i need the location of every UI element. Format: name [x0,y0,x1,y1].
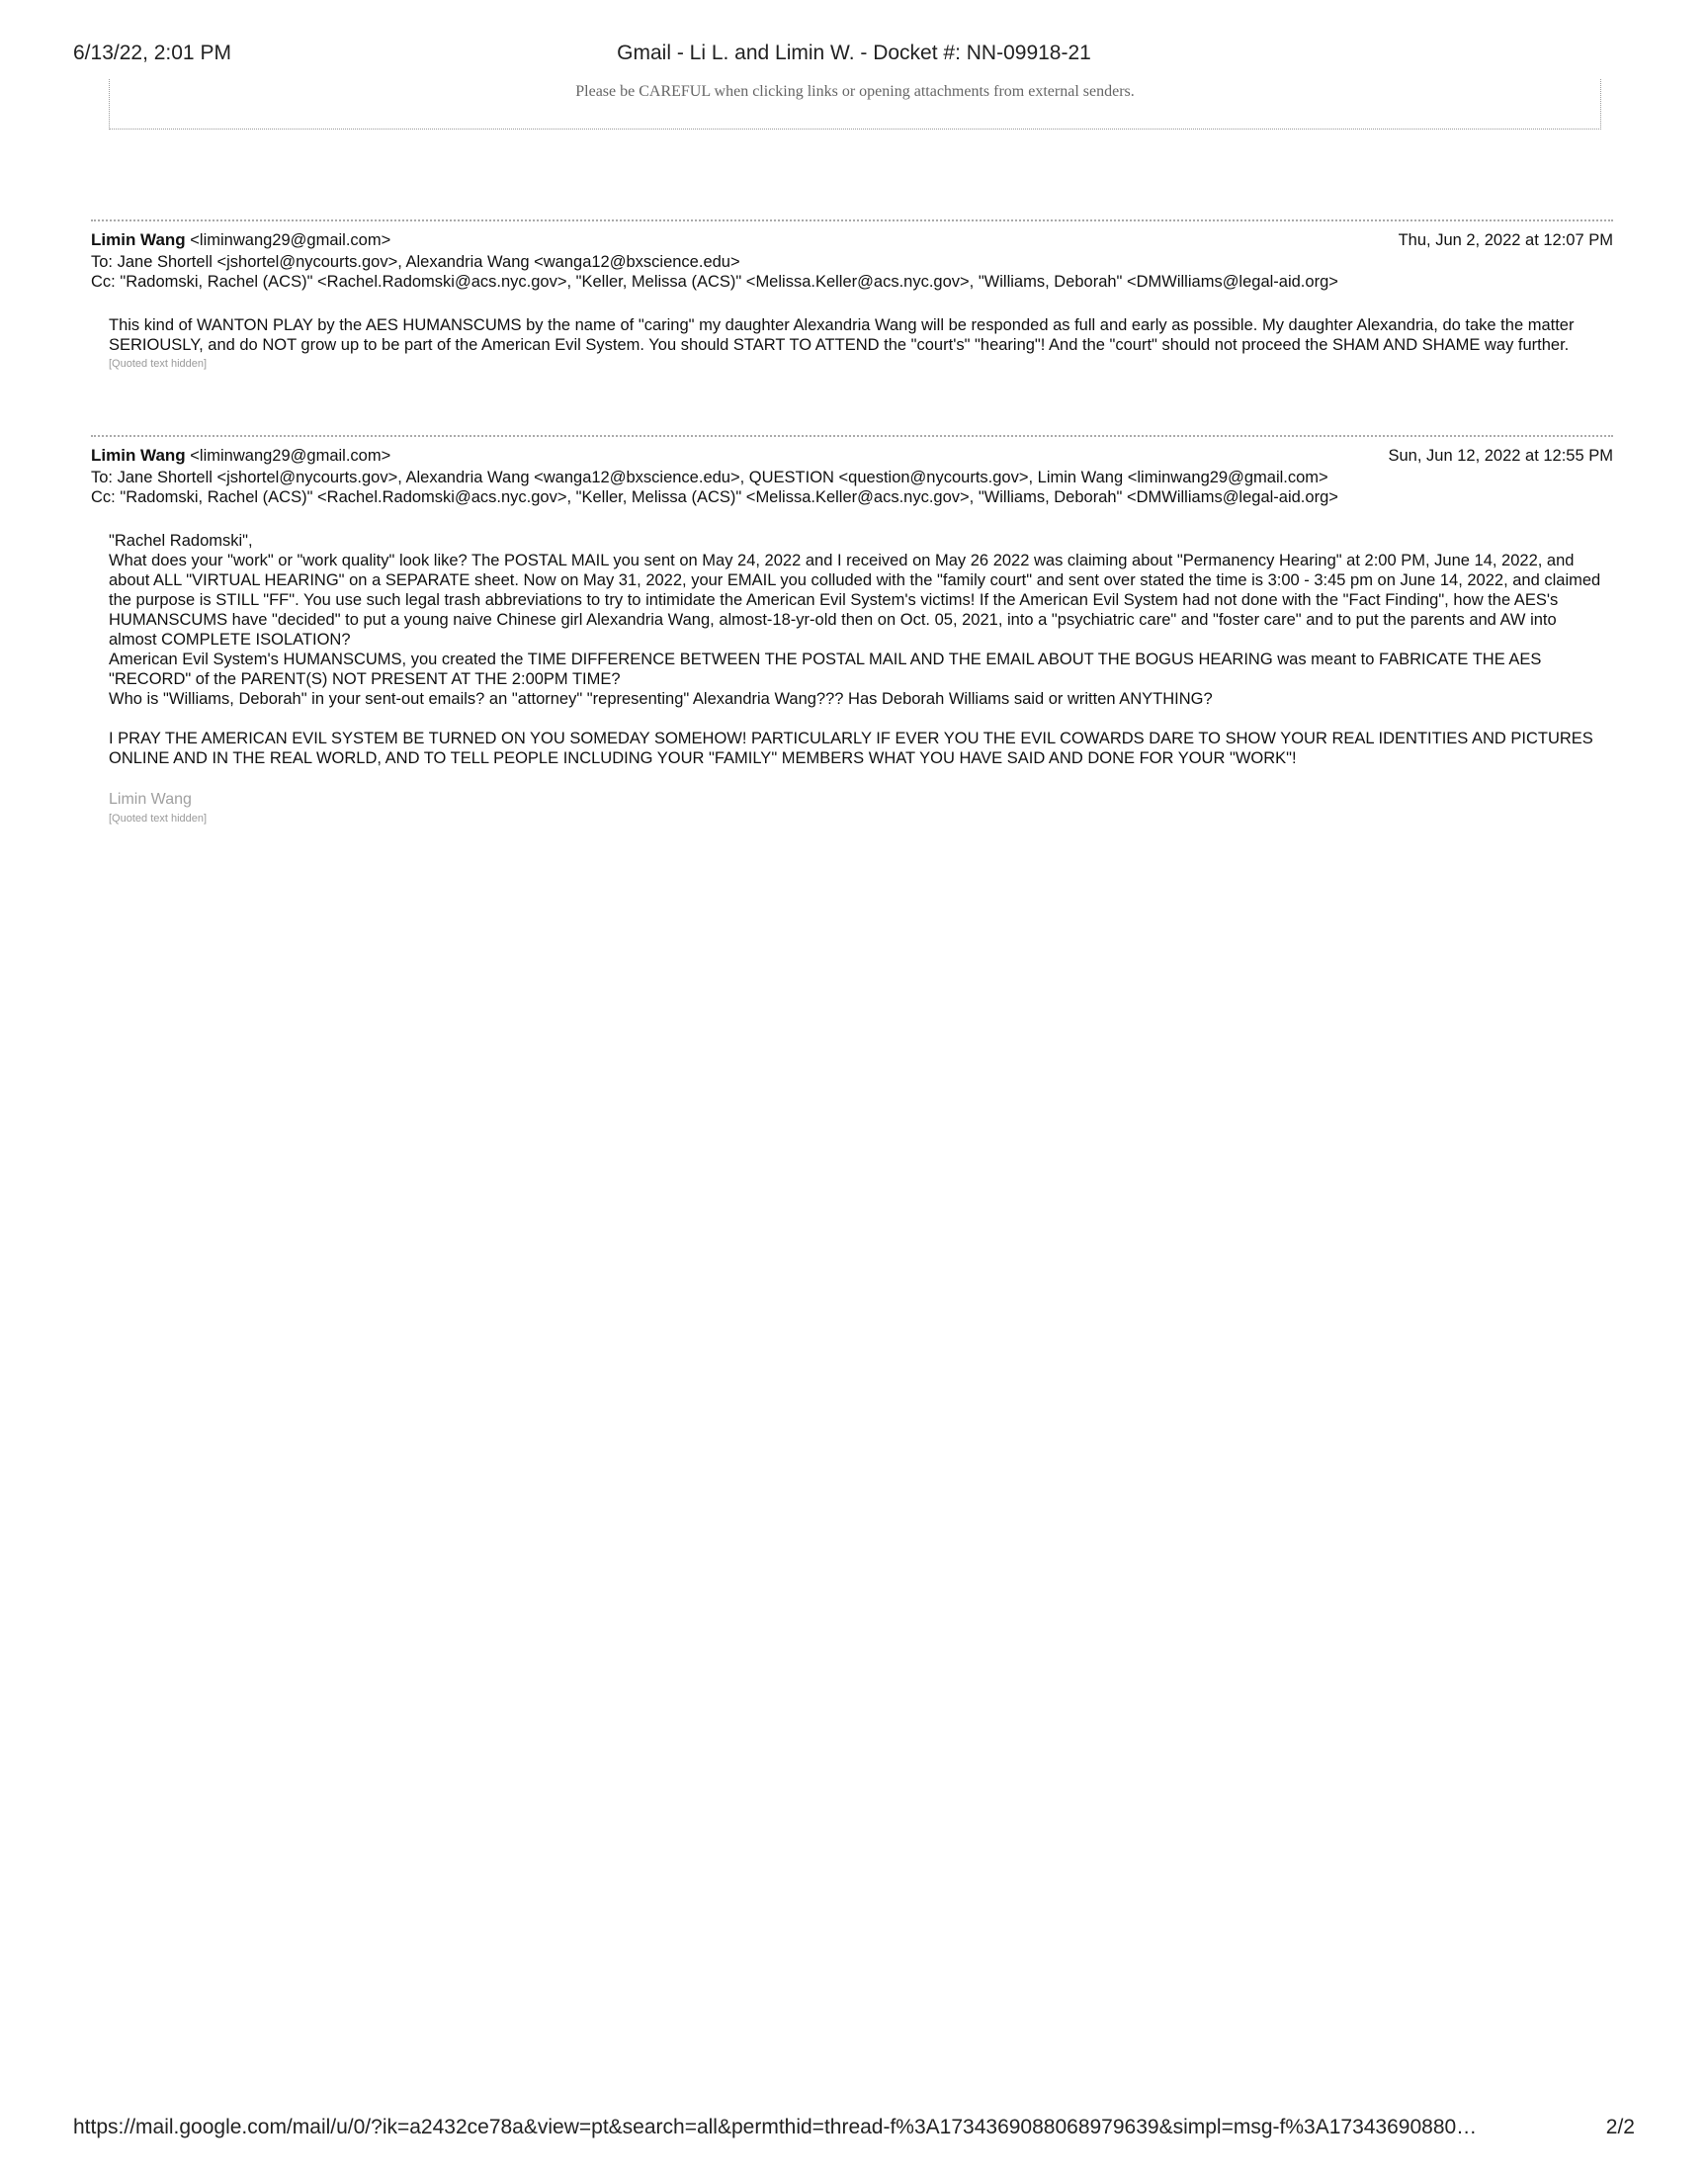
body-paragraph: Who is "Williams, Deborah" in your sent-out emails? an "attorney" "representing" Alexandria Wang??? Has Deborah Williams said or written ANYTHING? [109,690,1213,708]
recipients-cc: Cc: "Radomski, Rachel (ACS)" <Rachel.Radomski@acs.nyc.gov>, "Keller, Melissa (ACS)" <Melissa.Keller@acs.nyc.gov>, "Williams, Deborah" <DMWilliams@legal-aid.org> [91,488,1338,506]
message-separator [91,219,1613,221]
body-paragraph: This kind of WANTON PLAY by the AES HUMANSCUMS by the name of "caring" my daughter Alexandria Wang will be responded as full and early as possible. My daughter Alexandria, do take the matter SERIOUSLY, and do NOT grow up to be part of the American Evil System. You should START TO ATTEND the "court's" "hearing"! And the "court" should not proceed the SHAM AND SHAME way further. [109,316,1575,354]
print-title: Gmail - Li L. and Limin W. - Docket #: NN-09918-21 [617,42,1091,64]
quoted-text-toggle[interactable]: [Quoted text hidden] [109,813,208,825]
message-date: Sun, Jun 12, 2022 at 12:55 PM [1388,447,1613,465]
message-header [91,446,1613,468]
message-date: Thu, Jun 2, 2022 at 12:07 PM [1398,231,1613,249]
body-paragraph: I PRAY THE AMERICAN EVIL SYSTEM BE TURNED ON YOU SOMEDAY SOMEHOW! PARTICULARLY IF EVER YOU THE EVIL COWARDS DARE TO SHOW YOUR REAL IDENTITIES AND PICTURES ONLINE AND IN THE REAL WORLD, AND TO TELL PEOPLE INCLUDING YOUR "FAMILY" MEMBERS WHAT YOU HAVE SAID AND DONE FOR YOUR "WORK"! [109,730,1593,767]
message-header [91,230,1613,252]
external-sender-warning [109,79,1601,130]
message-separator [91,435,1613,437]
quoted-text-toggle[interactable]: [Quoted text hidden] [109,358,208,370]
page-url: https://mail.google.com/mail/u/0/?ik=a2432ce78a&view=pt&search=all&permthid=thread-f%3A1734369088068979639&simpl=msg-f%3A17343690880… [73,2116,1478,2138]
recipients-cc: Cc: "Radomski, Rachel (ACS)" <Rachel.Radomski@acs.nyc.gov>, "Keller, Melissa (ACS)" <Melissa.Keller@acs.nyc.gov>, "Williams, Deborah" <DMWilliams@legal-aid.org> [91,273,1338,291]
signature: Limin Wang [109,791,192,808]
sender-name: Limin Wang [91,230,186,249]
message-body [109,315,1601,371]
print-footer [73,2116,1635,2145]
body-paragraph: American Evil System's HUMANSCUMS, you created the TIME DIFFERENCE BETWEEN THE POSTAL MAIL AND THE EMAIL ABOUT THE BOGUS HEARING was meant to FABRICATE THE AES "RECORD" of the PARENT(S) NOT PRESENT AT THE 2:00PM TIME? [109,651,1542,688]
body-greeting: "Rachel Radomski", [109,532,253,550]
message-2 [91,446,1613,826]
sender-email: <liminwang29@gmail.com> [190,231,391,249]
message-body [109,531,1601,826]
page-number: 2/2 [1605,2116,1635,2138]
recipients-to: To: Jane Shortell <jshortel@nycourts.gov>, Alexandria Wang <wanga12@bxscience.edu> [91,253,740,271]
sender-email: <liminwang29@gmail.com> [190,447,391,465]
warning-text: Please be CAREFUL when clicking links or opening attachments from external senders. [575,83,1135,100]
print-header [0,42,1708,71]
sender-name: Limin Wang [91,446,186,465]
print-date: 6/13/22, 2:01 PM [73,42,231,64]
body-paragraph: What does your "work" or "work quality" look like? The POSTAL MAIL you sent on May 24, 2022 and I received on May 26 2022 was claiming about "Permanency Hearing" at 2:00 PM, June 14, 2022, and about ALL "VIRTUAL HEARING" on a SEPARATE sheet. Now on May 31, 2022, your EMAIL you colluded with the "family court" and sent over stated the time is 3:00 - 3:45 pm on June 14, 2022, and claimed the purpose is STILL "FF". You use such legal trash abbreviations to try to intimidate the American Evil System's victims! If the American Evil System had not done with the "Fact Finding", how the AES's HUMANSCUMS have "decided" to put a young naive Chinese girl Alexandria Wang, almost-18-yr-old then on Oct. 05, 2021, into a "psychiatric care" and "foster care" and to put the parents and AW into almost COMPLETE ISOLATION? [109,552,1601,649]
message-1 [91,230,1613,371]
recipients-to: To: Jane Shortell <jshortel@nycourts.gov>, Alexandria Wang <wanga12@bxscience.edu>, QUESTION <question@nycourts.gov>, Limin Wang <liminwang29@gmail.com> [91,469,1328,486]
